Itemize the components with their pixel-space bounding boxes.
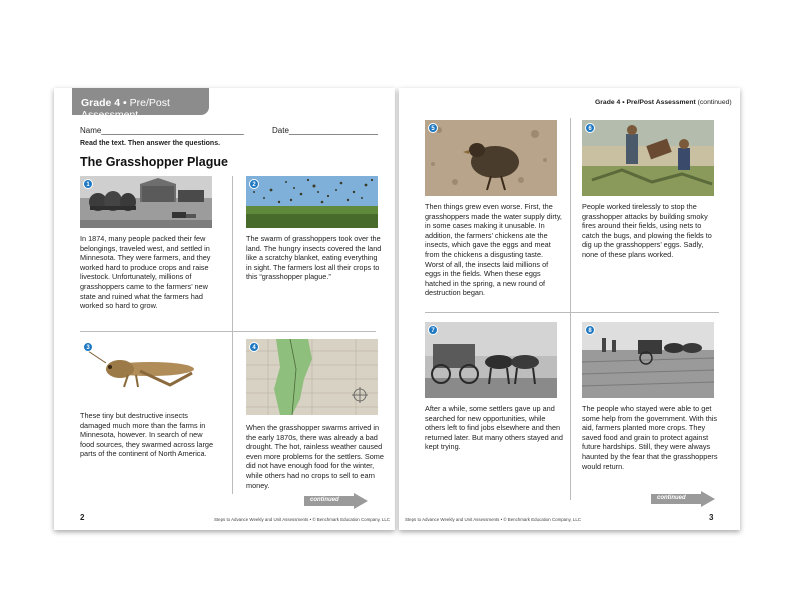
workbook-spread bbox=[54, 88, 740, 530]
date-label: Date bbox=[272, 126, 289, 135]
continued-indicator bbox=[304, 493, 368, 509]
footer-text: Steps to Advance Weekly and Unit Assessments • © Benchmark Education Company, LLC bbox=[405, 517, 581, 522]
date-blank: ____________________ bbox=[288, 126, 378, 135]
panel-6 bbox=[582, 120, 727, 260]
map-photo bbox=[246, 339, 378, 415]
grasshopper-illustration bbox=[80, 339, 212, 399]
grade-label: Grade 4 bbox=[81, 97, 121, 109]
number-badge-icon: 6 bbox=[585, 123, 595, 133]
wagon-photo bbox=[425, 322, 557, 398]
number-badge-icon: 3 bbox=[83, 342, 93, 352]
harvest-photo bbox=[582, 322, 714, 398]
panel-7 bbox=[425, 322, 570, 452]
name-field[interactable] bbox=[80, 126, 244, 135]
swarm-photo bbox=[246, 176, 378, 228]
grade-tab bbox=[72, 88, 209, 121]
panel-8 bbox=[582, 322, 727, 471]
number-badge-icon: 2 bbox=[249, 179, 259, 189]
number-badge-icon: 8 bbox=[585, 325, 595, 335]
continued-indicator bbox=[651, 491, 715, 507]
panel-text: After a while, some settlers gave up and searched for new opportunities, while others left to find jobs elsewhere and then returned later. But many others stayed and kept trying. bbox=[425, 404, 563, 452]
column-divider bbox=[232, 176, 233, 494]
panel-text: The people who stayed were able to get some help from the government. With this aid, farmers planted more crops. They saved food and grain to protect against future hardships. Still, they were always haunted by the fear that the grasshoppers would return. bbox=[582, 404, 718, 471]
grade-label: Grade 4 bbox=[595, 99, 621, 106]
left-page bbox=[54, 88, 395, 530]
panel-text: In 1874, many people packed their few belongings, traveled west, and settled in Minnesota. They were farmers, and they worked hard to produce crops and raise livestock. Unfortunately, millions of grasshoppers came to the farmers’ new state and ruined what the farmers had worked so hard to grow. bbox=[80, 234, 211, 311]
panel-text: Then things grew even worse. First, the grasshoppers made the water supply dirty, in some cases making it unusable. In addition, the farmers’ chickens ate the insects, which gave the eggs and meat from the chickens a disgusting taste. Worst of all, the insects laid millions of eggs in the fields. When these eggs hatched in the spring, a new round of destruction began. bbox=[425, 202, 562, 298]
number-badge-icon: 7 bbox=[428, 325, 438, 335]
row-divider bbox=[80, 331, 376, 332]
assessment-label: Pre/Post Assessment bbox=[626, 99, 696, 106]
page-header bbox=[595, 99, 732, 106]
page-number: 2 bbox=[80, 513, 85, 522]
grasshopper-photo bbox=[80, 339, 212, 399]
continued-suffix: (continued) bbox=[697, 99, 732, 106]
grade-bullet: • bbox=[123, 97, 127, 109]
wagon-illustration bbox=[425, 322, 557, 398]
instructions: Read the text. Then answer the questions. bbox=[80, 140, 221, 147]
story-title: The Grasshopper Plague bbox=[80, 155, 228, 169]
name-blank: ________________________________ bbox=[101, 126, 244, 135]
number-badge-icon: 4 bbox=[249, 342, 259, 352]
number-badge-icon: 5 bbox=[428, 123, 438, 133]
panel-3 bbox=[80, 339, 225, 459]
assessment-label: Pre/Post Assessment bbox=[81, 97, 170, 121]
row-divider bbox=[425, 312, 719, 313]
panel-5 bbox=[425, 120, 570, 298]
panel-text: People worked tirelessly to stop the grasshopper attacks by building smoky fires around their fields, using nets to catch the bugs, and plowing the fields to dig up the grasshoppers’ eggs. Sadly, none of these plans worked. bbox=[582, 202, 712, 259]
fighting-grasshoppers-illustration bbox=[582, 120, 714, 196]
fighting-grasshoppers-photo bbox=[582, 120, 714, 196]
panel-2 bbox=[246, 176, 391, 282]
date-field[interactable] bbox=[272, 126, 378, 135]
swarm-illustration bbox=[246, 176, 378, 228]
panel-1 bbox=[80, 176, 225, 311]
name-label: Name bbox=[80, 126, 102, 135]
column-divider bbox=[570, 118, 571, 500]
continued-label: continued bbox=[310, 497, 339, 503]
farm-photo bbox=[80, 176, 212, 228]
panel-text: The swarm of grasshoppers took over the land. The hungry insects covered the land like a scratchy blanket, eating everything in sight. The farmers lost all their crops to this “grasshopper plague.” bbox=[246, 234, 382, 282]
number-badge-icon: 1 bbox=[83, 179, 93, 189]
right-page bbox=[399, 88, 740, 530]
continued-label: continued bbox=[657, 495, 686, 501]
harvest-illustration bbox=[582, 322, 714, 398]
page-number: 3 bbox=[709, 513, 714, 522]
panel-text: These tiny but destructive insects damaged much more than the farms in Minnesota, however. In search of new food sources, they swarmed across large parts of the continent of North America. bbox=[80, 411, 214, 459]
chicken-photo bbox=[425, 120, 557, 196]
panel-4 bbox=[246, 339, 391, 490]
footer-text: Steps to Advance Weekly and Unit Assessments • © Benchmark Education Company, LLC bbox=[214, 517, 390, 522]
map-illustration bbox=[246, 339, 378, 415]
chicken-illustration bbox=[425, 120, 557, 196]
grade-bullet: • bbox=[622, 99, 625, 106]
panel-text: When the grasshopper swarms arrived in the early 1870s, there was already a bad drought. The hot, rainless weather caused even more problems for the settlers. Some did not have enough food for the winter, while others had no crops to sell to earn money. bbox=[246, 423, 384, 490]
farm-illustration bbox=[80, 176, 212, 228]
